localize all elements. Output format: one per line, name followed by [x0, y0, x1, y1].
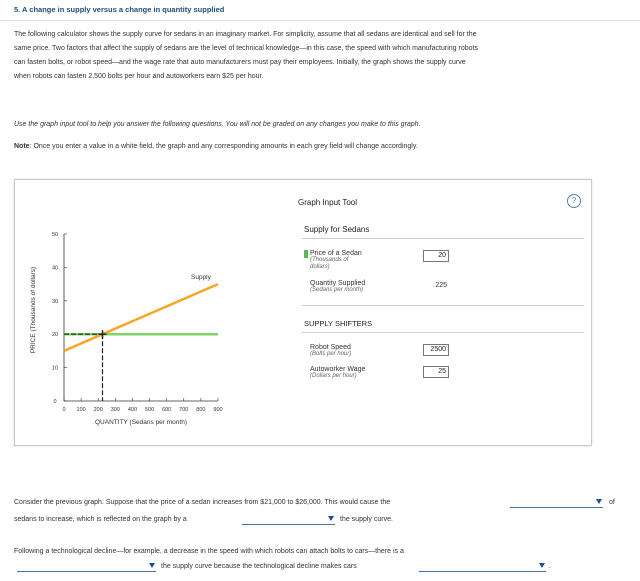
wage-sublabel: (Dollars per hour) — [310, 373, 357, 379]
wage-input[interactable]: 25 — [423, 366, 449, 378]
question-header — [0, 0, 640, 21]
price-sublabel-1: (Thousands of — [310, 257, 349, 263]
question-2-text-c: . — [549, 563, 551, 570]
chart-series[interactable] — [64, 284, 218, 401]
robot-speed-label: Robot Speed — [310, 344, 351, 351]
note-body: : Once you enter a value in a white field, the graph and any corresponding amounts in each grey field will change accordingly. — [29, 143, 418, 150]
wage-label: Autoworker Wage — [310, 366, 366, 373]
chevron-down-icon — [328, 516, 334, 521]
x-tick-label: 500 — [144, 407, 155, 413]
divider — [302, 332, 584, 333]
price-sublabel-2: dollars) — [310, 264, 330, 270]
graph-tool-frame — [14, 179, 592, 446]
question-1-text-d: the supply curve. — [340, 516, 393, 523]
y-tick-label: 20 — [51, 332, 59, 339]
intro-line: same price. Two factors that affect the supply of sedans are the level of technical knowledge—in this case, the speed with which manufacturing robots — [14, 45, 478, 52]
supply-chart[interactable] — [15, 180, 281, 445]
y-tick-label: 40 — [51, 265, 59, 272]
tool-title: Graph Input Tool — [298, 198, 358, 207]
quantity-sublabel: (Sedans per month) — [310, 287, 364, 293]
question-2-text-a: Following a technological decline—for example, a decrease in the speed with which robots can attach bolts to cars—there is a — [14, 548, 404, 555]
x-axis-label: QUANTITY (Sedans per month) — [95, 419, 187, 426]
y-tick-label: 0 — [53, 399, 57, 405]
help-icon[interactable]: ? — [567, 194, 581, 208]
question-1-text-b: of — [609, 499, 615, 506]
question-1-text-a: Consider the previous graph. Suppose that the price of a sedan increases from $21,000 to $26,000. This would cause the — [14, 499, 391, 506]
chart-ticks — [52, 232, 223, 413]
intro-line: can fasten bolts, or robot speed—and the wage rate that auto manufacturers must pay their employees. Initially, the graph shows the supply curve — [14, 59, 466, 66]
x-tick-label: 600 — [162, 407, 172, 413]
intro-paragraph — [14, 28, 626, 84]
chevron-down-icon — [539, 563, 545, 568]
y-axis-label: PRICE (Thousands of dollars) — [30, 266, 37, 354]
divider — [302, 305, 584, 306]
x-tick-label: 100 — [76, 407, 86, 413]
x-tick-label: 900 — [213, 407, 223, 413]
intro-line: The following calculator shows the supply curve for sedans in an imaginary market. For simplicity, assume that all sedans are identical and sell for the — [14, 31, 477, 38]
x-tick-label: 700 — [179, 407, 189, 413]
question-1-text-c: sedans to increase, which is reflected on the graph by a — [14, 516, 187, 523]
q1-dropdown-2[interactable] — [242, 515, 335, 525]
q2-dropdown-2[interactable] — [419, 562, 546, 572]
note-text — [14, 143, 418, 150]
graph-input-panel — [281, 180, 591, 445]
price-label: Price of a Sedan — [310, 250, 362, 257]
q1-dropdown-1[interactable] — [510, 498, 603, 508]
y-tick-label: 30 — [51, 298, 59, 305]
y-tick-label: 50 — [51, 232, 59, 238]
note-label: Note — [14, 143, 30, 150]
robot-speed-sublabel: (Bolts per hour) — [310, 351, 352, 357]
x-tick-label: 200 — [93, 407, 103, 413]
q2-dropdown-1[interactable] — [17, 562, 156, 572]
instructions-text: Use the graph input tool to help you answer the following questions. You will not be graded on any changes you make to this graph. — [14, 121, 421, 128]
chevron-down-icon — [596, 499, 602, 504]
price-input[interactable]: 20 — [423, 250, 449, 262]
graph-area — [15, 180, 281, 445]
question-2-text-b: the supply curve because the technological decline makes cars — [161, 563, 357, 570]
x-tick-label: 400 — [127, 407, 138, 413]
chevron-down-icon — [149, 563, 155, 568]
x-tick-label: 0 — [62, 407, 66, 413]
divider — [302, 238, 584, 239]
question-title: 5. A change in supply versus a change in quantity supplied — [14, 5, 225, 14]
price-indicator-icon — [304, 250, 308, 258]
robot-speed-input[interactable]: 2500 — [423, 344, 449, 356]
supply-curve-label: Supply — [191, 274, 211, 281]
y-tick-label: 10 — [51, 365, 59, 372]
x-tick-label: 800 — [196, 407, 206, 413]
supply-section-title: Supply for Sedans — [304, 225, 370, 234]
quantity-label: Quantity Supplied — [310, 280, 366, 287]
x-tick-label: 300 — [110, 407, 120, 413]
shifters-title: SUPPLY SHIFTERS — [304, 319, 373, 328]
intro-line: when robots can fasten 2,500 bolts per hour and autoworkers earn $25 per hour. — [14, 73, 264, 80]
quantity-value: 225 — [435, 282, 447, 289]
supply-curve[interactable] — [64, 284, 218, 351]
